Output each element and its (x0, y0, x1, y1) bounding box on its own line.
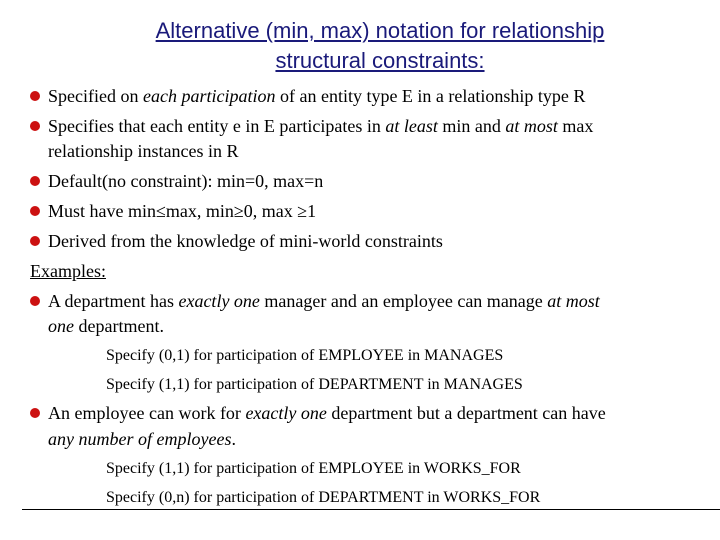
example-employee-works-for: An employee can work for exactly one department but a department can have (48, 403, 606, 423)
example-works-for-department: Specify (0,n) for participation of DEPARTMENT in WORKS_FOR (106, 489, 541, 506)
bullet-dot-icon (30, 206, 40, 216)
example-works-for-employee: Specify (1,1) for participation of EMPLOYEE in WORKS_FOR (106, 460, 521, 477)
example-employee-works-for-cont: any number of employees. (48, 429, 236, 449)
bullet-specified-on: Specified on each participation of an entity type E in a relationship type R (48, 86, 586, 106)
example-manages-department: Specify (1,1) for participation of DEPARTMENT in MANAGES (106, 376, 523, 393)
example-manages-employee: Specify (0,1) for participation of EMPLOYEE in MANAGES (106, 347, 504, 364)
bullet-must-have: Must have min≤max, min≥0, max ≥1 (48, 201, 317, 221)
bullet-dot-icon (30, 236, 40, 246)
example-department-manager-cont: one department. (48, 316, 164, 336)
bullet-dot-icon (30, 91, 40, 101)
title-line-1: Alternative (min, max) notation for relationship (155, 18, 605, 43)
bottom-divider (22, 509, 720, 510)
bullet-dot-icon (30, 121, 40, 131)
bullet-default: Default(no constraint): min=0, max=n (48, 171, 324, 191)
example-department-manager: A department has exactly one manager and an employee can manage at most (48, 291, 600, 311)
bullet-dot-icon (30, 296, 40, 306)
bullet-specifies-that: Specifies that each entity e in E participates in at least min and at most max (48, 116, 594, 136)
bullet-derived: Derived from the knowledge of mini-world constraints (48, 231, 443, 251)
bullet-dot-icon (30, 176, 40, 186)
title-line-2: structural constraints: (275, 48, 485, 73)
bullet-dot-icon (30, 408, 40, 418)
slide-title (70, 16, 690, 76)
examples-label: Examples: (30, 261, 106, 281)
bullet-specifies-that-cont: relationship instances in R (48, 141, 239, 161)
